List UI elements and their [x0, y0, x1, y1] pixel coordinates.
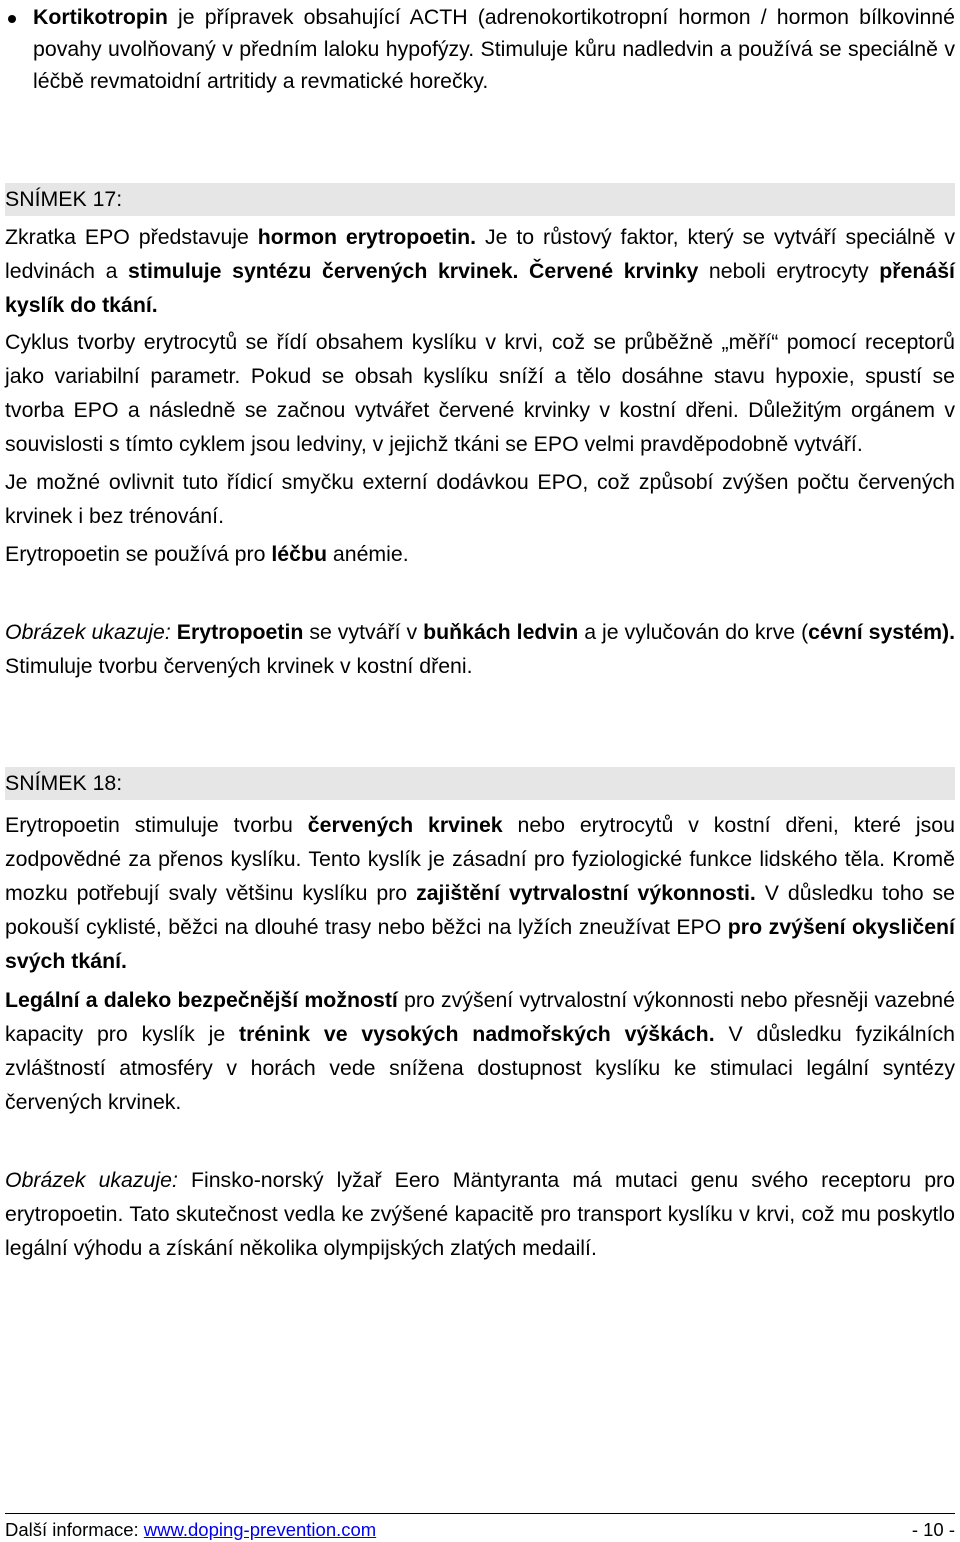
bullet-term: Kortikotropin — [33, 5, 168, 29]
slide-17-paragraph-4 — [5, 537, 955, 571]
bullet-text: je přípravek obsahující ACTH (adrenokortikotropní hormon / hormon bílkovinné povahy uvolňovaný v předním laloku hypofýzy. Stimuluje kůru nadledvin a používá se speciálně v léčbě revmatoidní artritidy a revmatické horečky. — [33, 5, 955, 93]
bold-run: trénink ve vysokých nadmořských výškách. — [239, 1022, 715, 1046]
bold-run: buňkách ledvin — [423, 620, 579, 644]
document-page — [5, 0, 955, 1265]
text-run: neboli erytrocyty — [698, 259, 880, 283]
bold-run: zajištění vytrvalostní výkonnosti. — [416, 881, 756, 905]
text-run: Erytropoetin stimuluje tvorbu — [5, 813, 308, 837]
text-run: nebo erytrocytů v kostní dřeni, které jsou zodpovědné za přenos kyslíku. Tento kyslík je zásadní pro fyziologické funkce lidského těla. Kromě mozku potřebují svaly většinu kyslíku pro — [5, 813, 955, 905]
caption-label: Obrázek ukazuje: — [5, 1168, 178, 1192]
footer-info — [5, 1518, 376, 1542]
slide-17-paragraph-1 — [5, 220, 955, 322]
text-run: Je to růstový faktor, který se vytváří speciálně v ledvinách a — [5, 225, 955, 283]
bold-run: hormon erytropoetin. — [257, 225, 477, 249]
bullet-item — [5, 1, 955, 97]
slide-17-caption — [5, 615, 955, 683]
page-number: - 10 - — [911, 1519, 955, 1540]
text-run: a je vylučován do krve ( — [578, 620, 809, 644]
text-run: Finsko-norský lyžař Eero Mäntyranta má mutaci genu svého receptoru pro erytropoetin. Tato skutečnost vedla ke zvýšené kapacitě pro transport kyslíku v krvi, což mu poskytlo legální výhodu a získání několika olympijských zlatých medailí. — [5, 1168, 955, 1260]
page-footer — [5, 1513, 955, 1542]
caption-label: Obrázek ukazuje: — [5, 620, 171, 644]
footer-label: Další informace: — [5, 1519, 144, 1540]
text-run: Stimuluje tvorbu červených krvinek v kostní dřeni. — [5, 654, 473, 678]
text-run: V důsledku fyzikálních zvláštností atmosféry v horách vede snížena dostupnost kyslíku ke stimulaci legální syntézy červených krvinek. — [5, 1022, 955, 1114]
slide-18-paragraph-1 — [5, 808, 955, 978]
text-run: Zkratka EPO představuje — [5, 225, 258, 249]
bullet-paragraph — [33, 1, 955, 97]
slide-18-paragraph-2 — [5, 983, 955, 1119]
slide-17-paragraph-2: Cyklus tvorby erytrocytů se řídí obsahem kyslíku v krvi, což se průběžně „měří“ pomocí receptorů jako variabilní parametr. Pokud se obsah kyslíku sníží a tělo dosáhne stavu hypoxie, spustí se tvorba EPO a následně se začnou vytvářet červené krvinky v kostní dřeni. Důležitým orgánem v souvislosti s tímto cyklem jsou ledviny, v jejichž tkáni se EPO velmi pravděpodobně vytváří. — [5, 330, 955, 456]
bold-run: červených krvinek — [307, 813, 503, 837]
slide-17-title: SNÍMEK 17: — [5, 187, 123, 211]
footer-link[interactable]: www.doping-prevention.com — [143, 1519, 377, 1540]
text-run: anémie. — [326, 542, 409, 566]
slide-17-heading — [5, 183, 955, 216]
bold-run: stimuluje syntézu červených krvinek. Červené krvinky — [128, 259, 699, 283]
bold-run: léčbu — [271, 542, 327, 566]
text-run: Erytropoetin se používá pro — [5, 542, 272, 566]
slide-18-heading — [5, 767, 955, 800]
bold-run: přenáší kyslík do tkání. — [5, 259, 955, 317]
slide-18-caption — [5, 1163, 955, 1265]
bold-run: cévní systém). — [808, 620, 956, 644]
slide-18-title: SNÍMEK 18: — [5, 771, 123, 795]
bullet-dot-icon — [8, 15, 16, 23]
bold-run: Erytropoetin — [176, 620, 304, 644]
bold-run: pro zvýšení okysličení svých tkání. — [5, 915, 955, 973]
slide-17-paragraph-3: Je možné ovlivnit tuto řídicí smyčku externí dodávkou EPO, což způsobí zvýšen počtu červených krvinek i bez trénování. — [5, 470, 955, 528]
text-run: se vytváří v — [303, 620, 424, 644]
text-run: pro zvýšení vytrvalostní výkonnosti nebo přesněji vazebné kapacity pro kyslík je — [5, 988, 955, 1046]
bold-run: Legální a daleko bezpečnější možností — [5, 988, 398, 1012]
text-run: V důsledku toho se pokouší cyklisté, běžci na dlouhé trasy nebo běžci na lyžích zneužívat EPO — [5, 881, 955, 939]
